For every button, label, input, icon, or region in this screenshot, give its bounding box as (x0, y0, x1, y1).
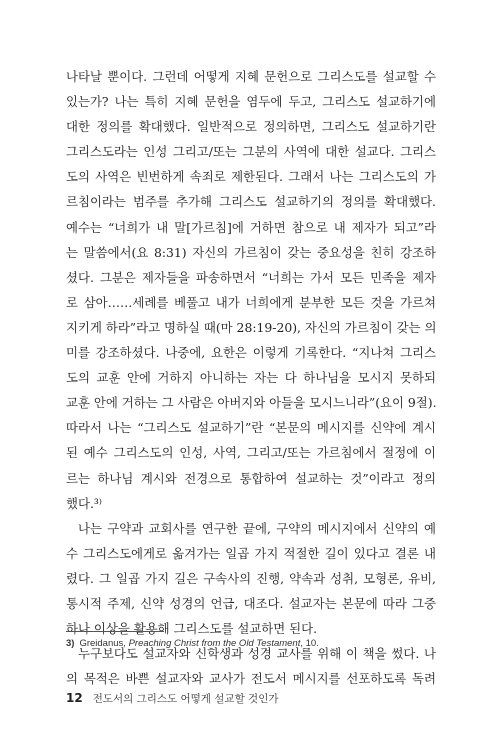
text-line: 셨다. 그분은 제자들을 파송하면서 “너희는 가서 모든 민족을 제자 (66, 269, 436, 285)
running-title: 전도서의 그리스도 어떻게 설교할 것인가 (92, 693, 279, 705)
text-line: 있는가? 나는 특히 지혜 문헌을 염두에 두고, 그리스도 설교하기에 (66, 94, 436, 110)
footnote-author: Greidanus, (79, 638, 126, 649)
text-line: 미를 강조하셨다. 나중에, 요한은 이렇게 기록한다. “지나쳐 그리스 (66, 345, 436, 361)
text-line: 나타날 뿐이다. 그런데 어떻게 지혜 문헌으로 그리스도를 설교할 수 (66, 69, 436, 84)
text-line: 된 예수 그리스도의 인성, 사역, 그리고/또는 가르침에서 절정에 이 (66, 445, 436, 461)
text-line: 했다.³⁾ (66, 495, 102, 511)
text-line: 누구보다도 설교자와 신학생과 성경 교사를 위해 이 책을 썼다. 나 (78, 646, 436, 662)
body-text (66, 64, 436, 691)
text-line: 예수는 “너희가 내 말[가르침]에 거하면 참으로 내 제자가 되고”라 (66, 219, 436, 235)
text-line: 로 삼아……세례를 베풀고 내가 너희에게 분부한 모든 것을 가르쳐 (66, 294, 436, 310)
text-line: 따라서 나는 “그리스도 설교하기”란 “본문의 메시지를 신약에 계시 (66, 420, 436, 436)
text-line: 르는 하나님 계시와 전경으로 통합하여 설교하는 것”이라고 정의 (66, 470, 436, 486)
footnote-divider (66, 631, 164, 632)
text-line: 도의 교훈 안에 거하지 아니하는 자는 다 하나님을 모시지 못하되 (66, 370, 436, 386)
text-line: 의 목적은 바쁜 설교자와 교사가 전도서 메시지를 선포하도록 독려 (66, 671, 436, 687)
page-footer (66, 691, 278, 706)
text-line: 통시적 주제, 신약 성경의 언급, 대조다. 설교자는 본문에 따라 그중 (66, 595, 436, 611)
text-line: 그리스도라는 인성 그리고/또는 그분의 사역에 대한 설교다. 그리스 (66, 144, 436, 160)
text-line: 르침이라는 범주를 추가해 그리스도 설교하기의 정의를 확대했다. (66, 194, 436, 210)
text-line: 렸다. 그 일곱 가지 길은 구속사의 진행, 약속과 성취, 모형론, 유비, (66, 570, 436, 586)
text-line: 하나 이상을 활용해 그리스도를 설교하면 된다. (66, 621, 318, 637)
footnote-page: , 10. (300, 638, 319, 649)
footnote-title: Preaching Christ from the Old Testament (128, 638, 301, 649)
text-line: 는 말씀에서(요 8:31) 자신의 가르침이 갖는 중요성을 친히 강조하 (66, 244, 436, 260)
text-line: 나는 구약과 교회사를 연구한 끝에, 구약의 메시지에서 신약의 예 (78, 520, 436, 536)
text-line: 지키게 하라”라고 명하실 때(마 28:19-20), 자신의 가르침이 갖는 의 (66, 319, 437, 335)
footnote-mark: 3) (66, 638, 75, 649)
page-number: 12 (66, 691, 83, 705)
text-line: 도의 사역은 빈번하게 속죄로 제한된다. 그래서 나는 그리스도의 가 (66, 169, 436, 185)
text-line: 수 그리스도에게로 옮겨가는 일곱 가지 적절한 길이 있다고 결론 내 (66, 545, 436, 561)
text-line: 교훈 안에 거하는 그 사람은 아버지와 아들을 모시느니라”(요이 9절). (66, 395, 437, 411)
footnote (66, 638, 319, 649)
text-line: 대한 정의를 확대했다. 일반적으로 정의하면, 그리스도 설교하기란 (66, 119, 436, 135)
